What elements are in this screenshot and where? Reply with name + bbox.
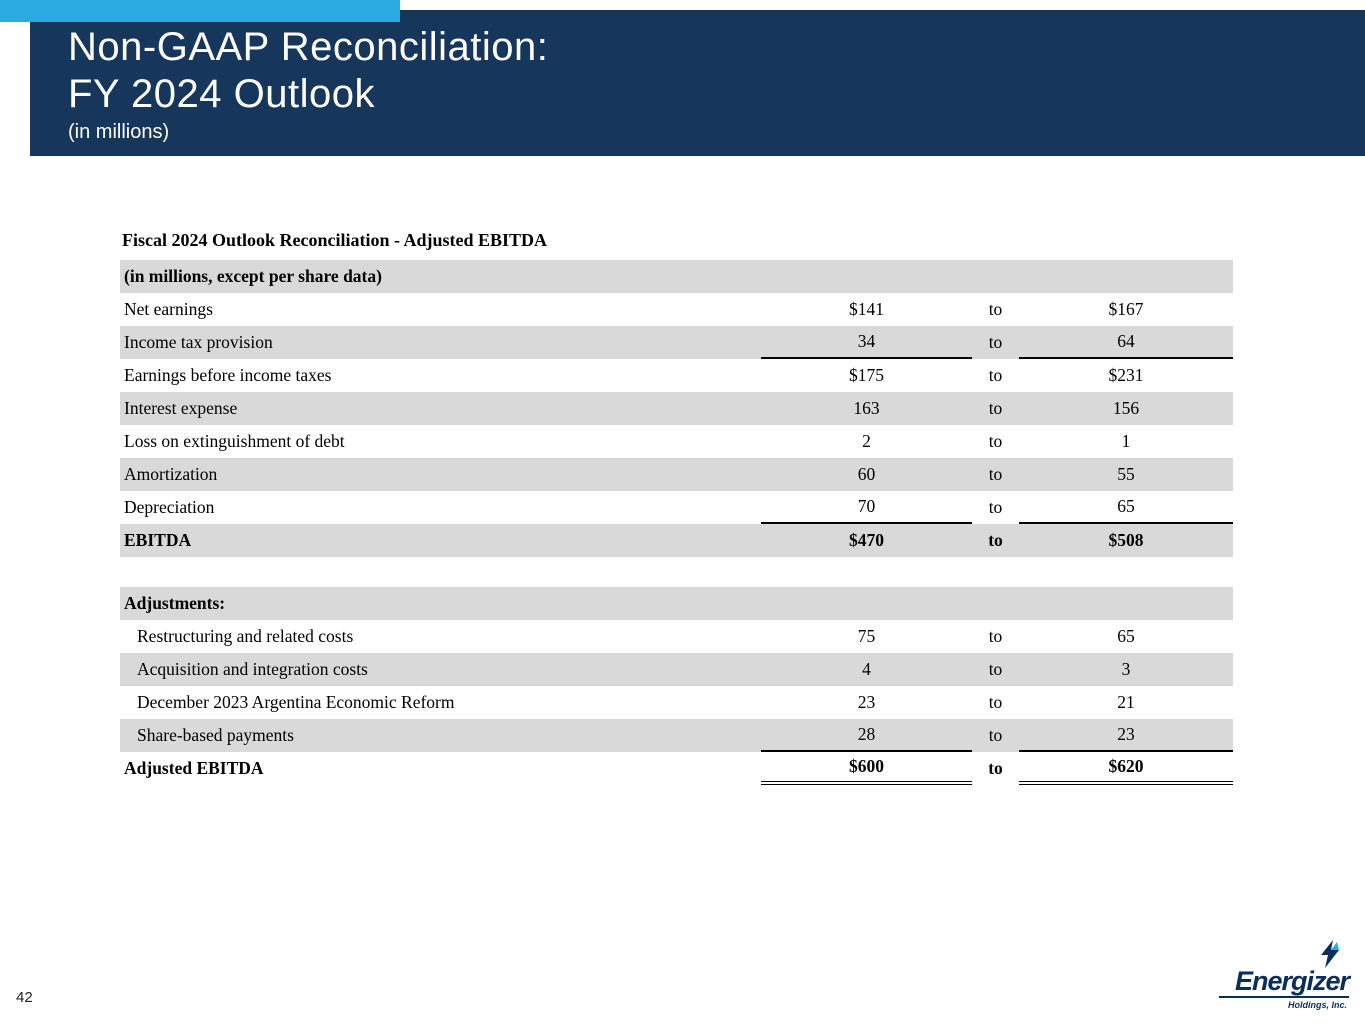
row-label: Earnings before income taxes <box>124 365 332 385</box>
table-section-adjustments <box>120 587 1233 785</box>
row-high-value: 1 <box>1121 431 1131 451</box>
page-number: 42 <box>16 989 33 1006</box>
row-low-value: 28 <box>761 719 972 752</box>
row-to-text: to <box>988 530 1003 550</box>
top-accent-bar <box>0 0 400 22</box>
row-high-value <box>1019 260 1233 293</box>
table-row <box>120 686 1233 719</box>
row-high-value: 64 <box>1019 326 1233 359</box>
row-label: Adjusted EBITDA <box>124 758 264 778</box>
row-to-text: to <box>988 758 1003 778</box>
row-low-value: 60 <box>857 464 876 484</box>
row-to-text: to <box>988 659 1003 679</box>
lightning-bolt-icon <box>1317 940 1343 968</box>
row-label: EBITDA <box>124 530 192 550</box>
row-to-text: to <box>988 431 1003 451</box>
row-to-text: to <box>988 332 1003 352</box>
row-label: Acquisition and integration costs <box>137 659 368 679</box>
row-low-value: 34 <box>761 326 972 359</box>
row-low-value <box>761 260 972 293</box>
row-low-value: 4 <box>862 659 871 679</box>
row-to-text: to <box>988 398 1003 418</box>
row-low-value: 163 <box>853 398 880 418</box>
row-high-value: $231 <box>1108 365 1144 385</box>
table-row <box>120 392 1233 425</box>
table-row <box>120 326 1233 359</box>
row-to-text: to <box>988 692 1003 712</box>
table-row <box>120 524 1233 557</box>
table-row <box>120 752 1233 785</box>
row-label: Depreciation <box>124 497 215 517</box>
row-label: Adjustments: <box>124 593 226 613</box>
row-low-value: $175 <box>849 365 884 385</box>
logo-subtext: Holdings, Inc. <box>1287 1000 1347 1010</box>
row-high-value: 65 <box>1019 491 1233 524</box>
row-high-value: $167 <box>1108 299 1144 319</box>
table-section-main <box>120 260 1233 557</box>
row-high-value: 65 <box>1117 626 1135 646</box>
row-label: (in millions, except per share data) <box>124 266 382 286</box>
row-label: Interest expense <box>124 398 238 418</box>
row-to-text: to <box>988 626 1003 646</box>
row-high-value: 23 <box>1019 719 1233 752</box>
row-label: Income tax provision <box>124 332 273 352</box>
row-low-value: $141 <box>849 299 884 319</box>
row-low-value: 2 <box>862 431 871 451</box>
row-low-value: 75 <box>857 626 876 646</box>
table-row <box>120 620 1233 653</box>
slide-title-line1: Non-GAAP Reconciliation: <box>68 25 549 69</box>
reconciliation-table <box>120 230 1233 785</box>
row-label: Loss on extinguishment of debt <box>124 431 345 451</box>
row-label: December 2023 Argentina Economic Reform <box>137 692 455 712</box>
row-low-value: 23 <box>857 692 876 712</box>
row-high-value: 55 <box>1117 464 1135 484</box>
table-row <box>120 719 1233 752</box>
slide-header <box>30 10 1365 156</box>
logo-wordmark: Energizer <box>1219 968 1349 998</box>
table-row <box>120 293 1233 326</box>
row-to-text: to <box>988 464 1003 484</box>
table-title: Fiscal 2024 Outlook Reconciliation - Adjusted EBITDA <box>122 230 548 250</box>
slide-title-line2: FY 2024 Outlook <box>68 72 375 116</box>
table-row <box>120 653 1233 686</box>
row-label: Net earnings <box>124 299 213 319</box>
row-to-text: to <box>988 725 1003 745</box>
section-gap <box>120 557 1233 587</box>
row-label: Amortization <box>124 464 218 484</box>
row-low-value: $470 <box>849 530 884 550</box>
row-to-text: to <box>988 365 1003 385</box>
row-high-value <box>1019 587 1233 620</box>
row-high-value: $508 <box>1108 530 1144 550</box>
row-high-value: 156 <box>1112 398 1140 418</box>
table-row <box>120 587 1233 620</box>
energizer-logo <box>1219 940 1349 1010</box>
row-to-text: to <box>988 497 1003 517</box>
row-high-value: $620 <box>1019 752 1233 785</box>
slide-subtitle: (in millions) <box>68 121 170 143</box>
row-low-value: $600 <box>761 752 972 785</box>
table-row <box>120 491 1233 524</box>
row-low-value: 70 <box>761 491 972 524</box>
table-row <box>120 458 1233 491</box>
row-to-text <box>972 587 1019 620</box>
table-row <box>120 425 1233 458</box>
row-low-value <box>761 587 972 620</box>
row-high-value: 21 <box>1117 692 1135 712</box>
row-label: Share-based payments <box>137 725 294 745</box>
row-to-text <box>972 260 1019 293</box>
table-row <box>120 359 1233 392</box>
row-high-value: 3 <box>1121 659 1131 679</box>
row-to-text: to <box>988 299 1003 319</box>
table-row <box>120 260 1233 293</box>
row-label: Restructuring and related costs <box>137 626 354 646</box>
